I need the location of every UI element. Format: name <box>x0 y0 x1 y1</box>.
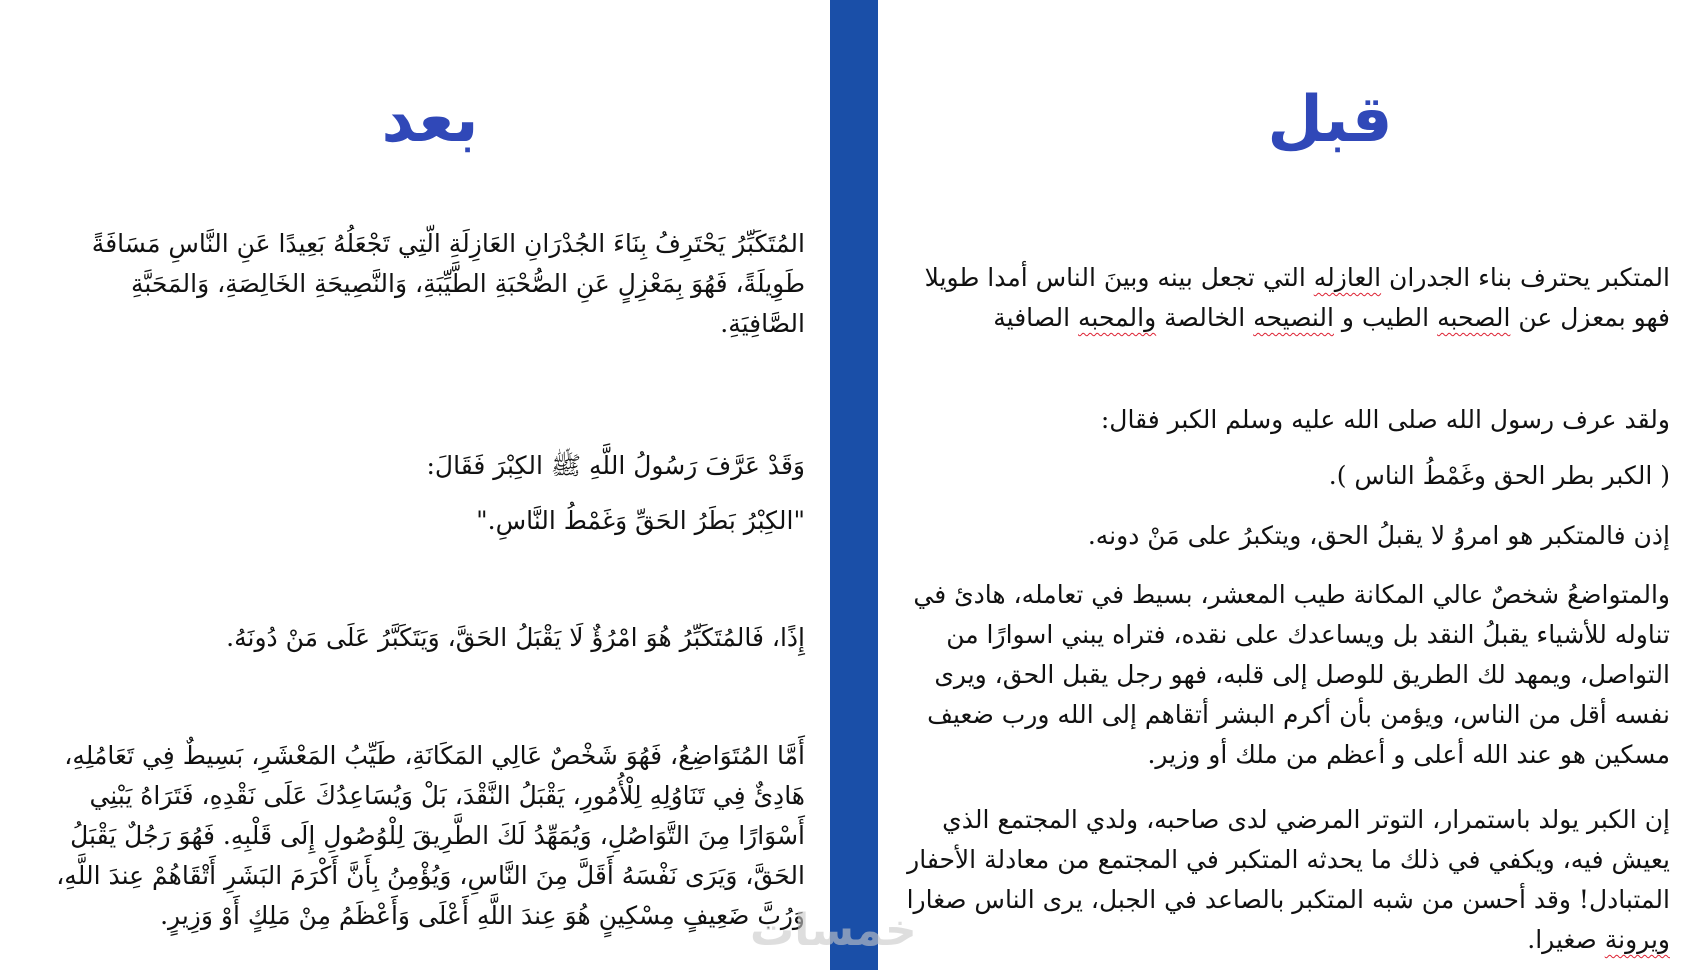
watermark-logo: خمسات <box>750 905 917 956</box>
before-p1-text-d: الخالصة <box>1156 303 1254 332</box>
after-heading: بعد <box>381 83 479 157</box>
before-paragraph-3: ( الكبر بطر الحق وغَمْطُ الناس ). <box>1328 461 1670 490</box>
before-paragraph-5: والمتواضعُ شخصٌ عالي المكانة طيب المعشر، بسيط في تعامله، هادئ في تناوله للأشياء يقبلُ النقد بل ويساعدك على نقده، فتراه يبني اسوارًا من التواصل، ويمهد لك الطريق للوصل إلى قلبه، فهو رجل يقبل الحق، ويرى نفسه أقل من الناس، ويؤمن بأن أكرم البشر أتقاهم إلى الله ورب ضعيف مسكين هو عند الله أعلى و أعظم من ملك أو وزير. <box>913 580 1670 769</box>
before-p1-text-b: التي تجعل بينه وبينَ الناس أمدا طويلا فهو بمعزل عن <box>924 263 1670 332</box>
spelling-flag: والمحبه <box>1078 303 1157 332</box>
before-heading: قبل <box>1267 83 1393 157</box>
spelling-flag: النصيحه <box>1253 303 1334 332</box>
after-paragraph-1: المُتَكَبِّرُ يَحْتَرِفُ بِنَاءَ الجُدْرَانِ العَازِلَةِ الّتِي تَجْعَلُهُ بَعِيدًا عَنِ النَّاسِ مَسَافَةً طَوِيلَةً، فَهُوَ بِمَعْزِلٍ عَنِ الصُّحْبَةِ الطَّيِّبَةِ، وَالنَّصِيحَةِ الخَالِصَةِ، وَالمَحَبَّةِ الصَّافِيَةِ. <box>91 229 805 338</box>
before-p6-text-b: صغيرا. <box>1527 925 1605 954</box>
spelling-flag: الصحبه <box>1437 303 1511 332</box>
before-p1-text-a: المتكبر يحترف بناء الجدران <box>1381 263 1670 292</box>
center-divider <box>830 0 878 970</box>
before-paragraph-6 <box>880 800 1670 960</box>
after-paragraph-5: أَمَّا المُتَوَاضِعُ، فَهُوَ شَخْصٌ عَالِي المَكَانَةِ، طَيِّبُ المَعْشَرِ، بَسِيطٌ فِي تَعَامُلِهِ، هَادِئٌ فِي تَنَاوُلِهِ لِلْأُمُورِ، يَقْبَلُ النَّقْدَ، بَلْ وَيُسَاعِدُكَ عَلَى نَقْدِهِ، فَتَرَاهُ يَبْنِي أَسْوَارًا مِنَ التَّوَاصُلِ، وَيُمَهِّدُ لَكَ الطَّرِيقَ لِلْوُصُولِ إِلَى قَلْبِهِ. فَهُوَ رَجُلٌ يَقْبَلُ الحَقَّ، وَيَرَى نَفْسَهُ أَقَلَّ مِنَ النَّاسِ، وَيُؤْمِنُ بِأَنَّ أَكْرَمَ البَشَرِ أَتْقَاهُمْ عِندَ اللَّهِ، وَرُبَّ ضَعِيفٍ مِسْكِينٍ هُوَ عِندَ اللَّهِ أَعْلَى وَأَعْظَمُ مِنْ مَلِكٍ أَوْ وَزِيرٍ. <box>56 741 805 930</box>
before-p6-text-a: إن الكبر يولد باستمرار، التوتر المرضي لدى صاحبه، ولدي المجتمع الذي يعيش فيه، ويكفي في ذلك ما يحدثه المتكبر في المجتمع من معادلة الأحفار المتبادل! وقد أحسن من شبه المتكبر بالصاعد في الجبل، يرى الناس صغارا <box>906 805 1670 914</box>
before-paragraph-4: إذن فالمتكبر هو امروُ لا يقبلُ الحق، ويتكبرُ على مَنْ دونه. <box>1087 521 1670 550</box>
spelling-flag: ويرونة <box>1604 925 1670 954</box>
before-paragraph-2: ولقد عرف رسول الله صلى الله عليه وسلم الكبر فقال: <box>1100 405 1670 434</box>
after-paragraph-4: إِذًا، فَالمُتَكَبِّرُ هُوَ امْرُؤٌ لَا يَقْبَلُ الحَقَّ، وَيَتَكَبَّرُ عَلَى مَنْ دُونَهُ. <box>226 623 805 652</box>
before-paragraph-1 <box>895 258 1670 338</box>
before-p1-text-c: الطيب و <box>1333 303 1438 332</box>
before-p1-text-e: الصافية <box>993 303 1078 332</box>
after-paragraph-3: "الكِبْرُ بَطَرُ الحَقِّ وَغَمْطُ النَّاسِ." <box>476 506 805 535</box>
spelling-flag: العازله <box>1313 263 1382 292</box>
after-paragraph-2: وَقَدْ عَرَّفَ رَسُولُ اللَّهِ ﷺ الكِبْرَ فَقَالَ: <box>426 451 805 480</box>
